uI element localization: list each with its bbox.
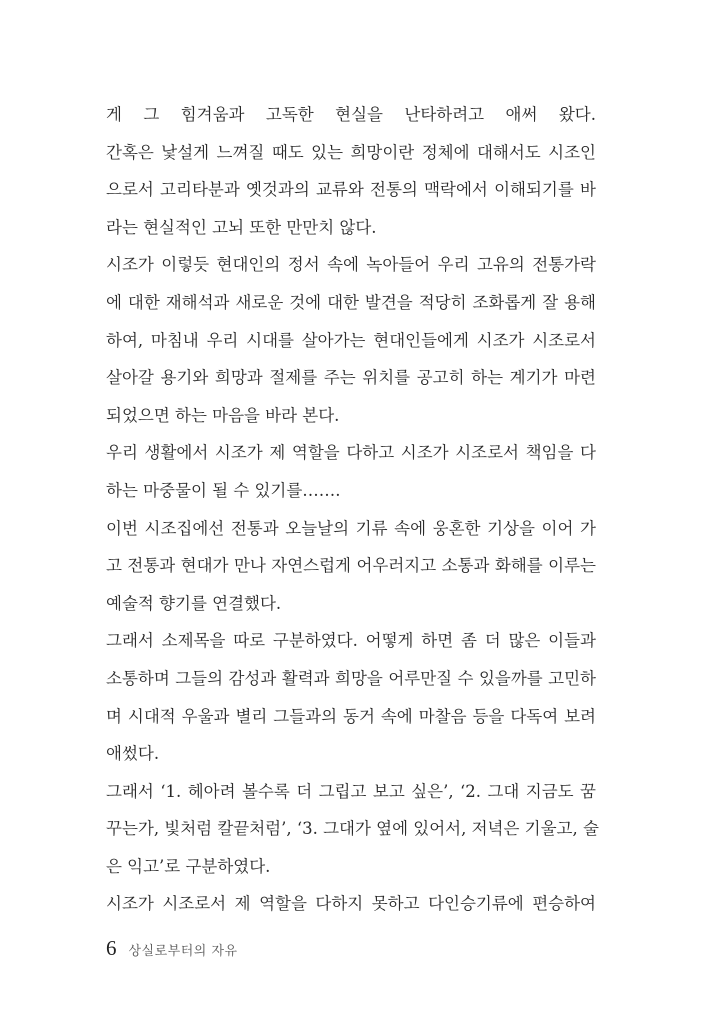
text-line: 그래서 ‘1. 헤아려 볼수록 더 그립고 보고 싶은’, ‘2. 그대 지금도 꿈 (106, 781, 596, 801)
text-line: 그래서 소제목을 따로 구분하였다. 어떻게 하면 좀 더 많은 이들과 (106, 631, 596, 651)
text-line: 우리 생활에서 시조가 제 역할을 다하고 시조가 시조로서 책임을 다 (106, 443, 596, 463)
body-text (106, 96, 599, 923)
text-line: 이번 시조집에선 전통과 오늘날의 기류 속에 웅혼한 기상을 이어 가 (106, 518, 596, 538)
text-line: 게 그 힘겨움과 고독한 현실을 난타하려고 애써 왔다. (106, 105, 596, 124)
text-line: 시조가 시조로서 제 역할을 다하지 못하고 다인승기류에 편승하여 (106, 894, 596, 914)
text-line: 에 대한 재해석과 새로운 것에 대한 발견을 적당히 조화롭게 잘 용해 (106, 292, 596, 312)
text-line: 꾸는가, 빛처럼 칼끝처럼’, ‘3. 그대가 옆에 있어서, 저녁은 기울고, 술 (106, 819, 599, 839)
text-line: 소통하며 그들의 감성과 활력과 희망을 어루만질 수 있을까를 고민하 (106, 668, 596, 688)
text-line: 하는 마중물이 될 수 있기를……. (106, 480, 341, 500)
text-line: 살아갈 용기와 희망과 절제를 주는 위치를 공고히 하는 계기가 마련 (106, 368, 596, 388)
page-footer (106, 936, 238, 961)
book-title: 상실로부터의 자유 (128, 944, 238, 959)
text-line: 하여, 마침내 우리 시대를 살아가는 현대인들에게 시조가 시조로서 (106, 330, 596, 350)
text-line: 라는 현실적인 고뇌 또한 만만치 않다. (106, 217, 377, 237)
text-line: 예술적 향기를 연결했다. (106, 593, 282, 613)
page-number: 6 (106, 936, 117, 960)
text-line: 간혹은 낯설게 느껴질 때도 있는 희망이란 정체에 대해서도 시조인 (106, 142, 596, 162)
text-line: 으로서 고리타분과 옛것과의 교류와 전통의 맥락에서 이해되기를 바 (106, 180, 596, 200)
text-line: 애썼다. (106, 744, 160, 764)
text-line: 며 시대적 우울과 별리 그들과의 동거 속에 마찰음 등을 다독여 보려 (106, 706, 596, 726)
text-line: 되었으면 하는 마음을 바라 본다. (106, 405, 340, 425)
text-line: 은 익고’로 구분하였다. (106, 856, 271, 876)
text-line: 시조가 이렇듯 현대인의 정서 속에 녹아들어 우리 고유의 전통가락 (106, 255, 596, 275)
text-line: 고 전통과 현대가 만나 자연스럽게 어우러지고 소통과 화해를 이루는 (106, 556, 596, 576)
